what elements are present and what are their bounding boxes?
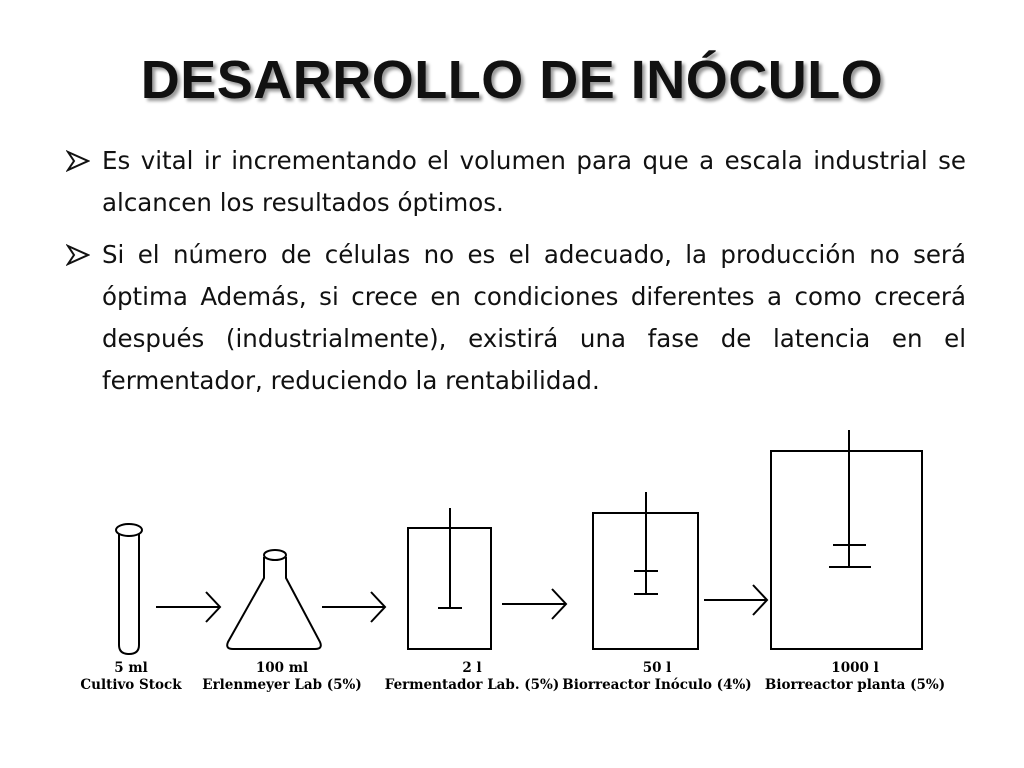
stage-name: Cultivo Stock — [80, 677, 182, 693]
stage-label — [200, 660, 364, 694]
bullet-item — [66, 140, 966, 224]
stage-name: Biorreactor Inóculo (4%) — [562, 677, 752, 693]
stage-volume: 50 l — [642, 660, 672, 676]
stage-label — [760, 660, 950, 694]
right-arrow-icon — [322, 592, 385, 622]
stage-volume: 1000 l — [831, 660, 879, 676]
slide-title: DESARROLLO DE INÓCULO — [140, 50, 884, 110]
right-arrow-icon — [156, 592, 220, 622]
inoculum-bioreactor-icon — [593, 492, 698, 649]
bullet-list — [66, 140, 966, 412]
plant-bioreactor-icon — [771, 430, 922, 649]
test-tube-icon — [116, 524, 142, 654]
arrowhead-bullet-icon — [66, 150, 90, 172]
stage-name: Fermentador Lab. (5%) — [384, 677, 560, 693]
right-arrow-icon — [502, 589, 566, 619]
stage-volume: 2 l — [462, 660, 482, 676]
stage-name: Erlenmeyer Lab (5%) — [202, 677, 362, 693]
stage-label — [562, 660, 752, 694]
stage-label — [74, 660, 188, 694]
lab-fermenter-icon — [408, 508, 491, 649]
bullet-text: Es vital ir incrementando el volumen para que a escala industrial se alcancen los resultados óptimos. — [102, 146, 966, 217]
right-arrow-icon — [704, 585, 767, 615]
stage-volume: 5 ml — [114, 660, 148, 676]
stage-name: Biorreactor planta (5%) — [764, 677, 946, 693]
stage-volume: 100 ml — [255, 660, 309, 676]
arrowhead-bullet-icon — [66, 244, 90, 266]
bullet-item — [66, 234, 966, 402]
stage-label — [382, 660, 562, 694]
erlenmeyer-flask-icon — [227, 550, 321, 649]
bullet-text: Si el número de células no es el adecuado, la producción no será óptima Además, si crece en condiciones diferentes a como crecerá después (industrialmente), existirá una fase de latencia en el fermentador, reduciendo la rentabilidad. — [102, 240, 966, 395]
